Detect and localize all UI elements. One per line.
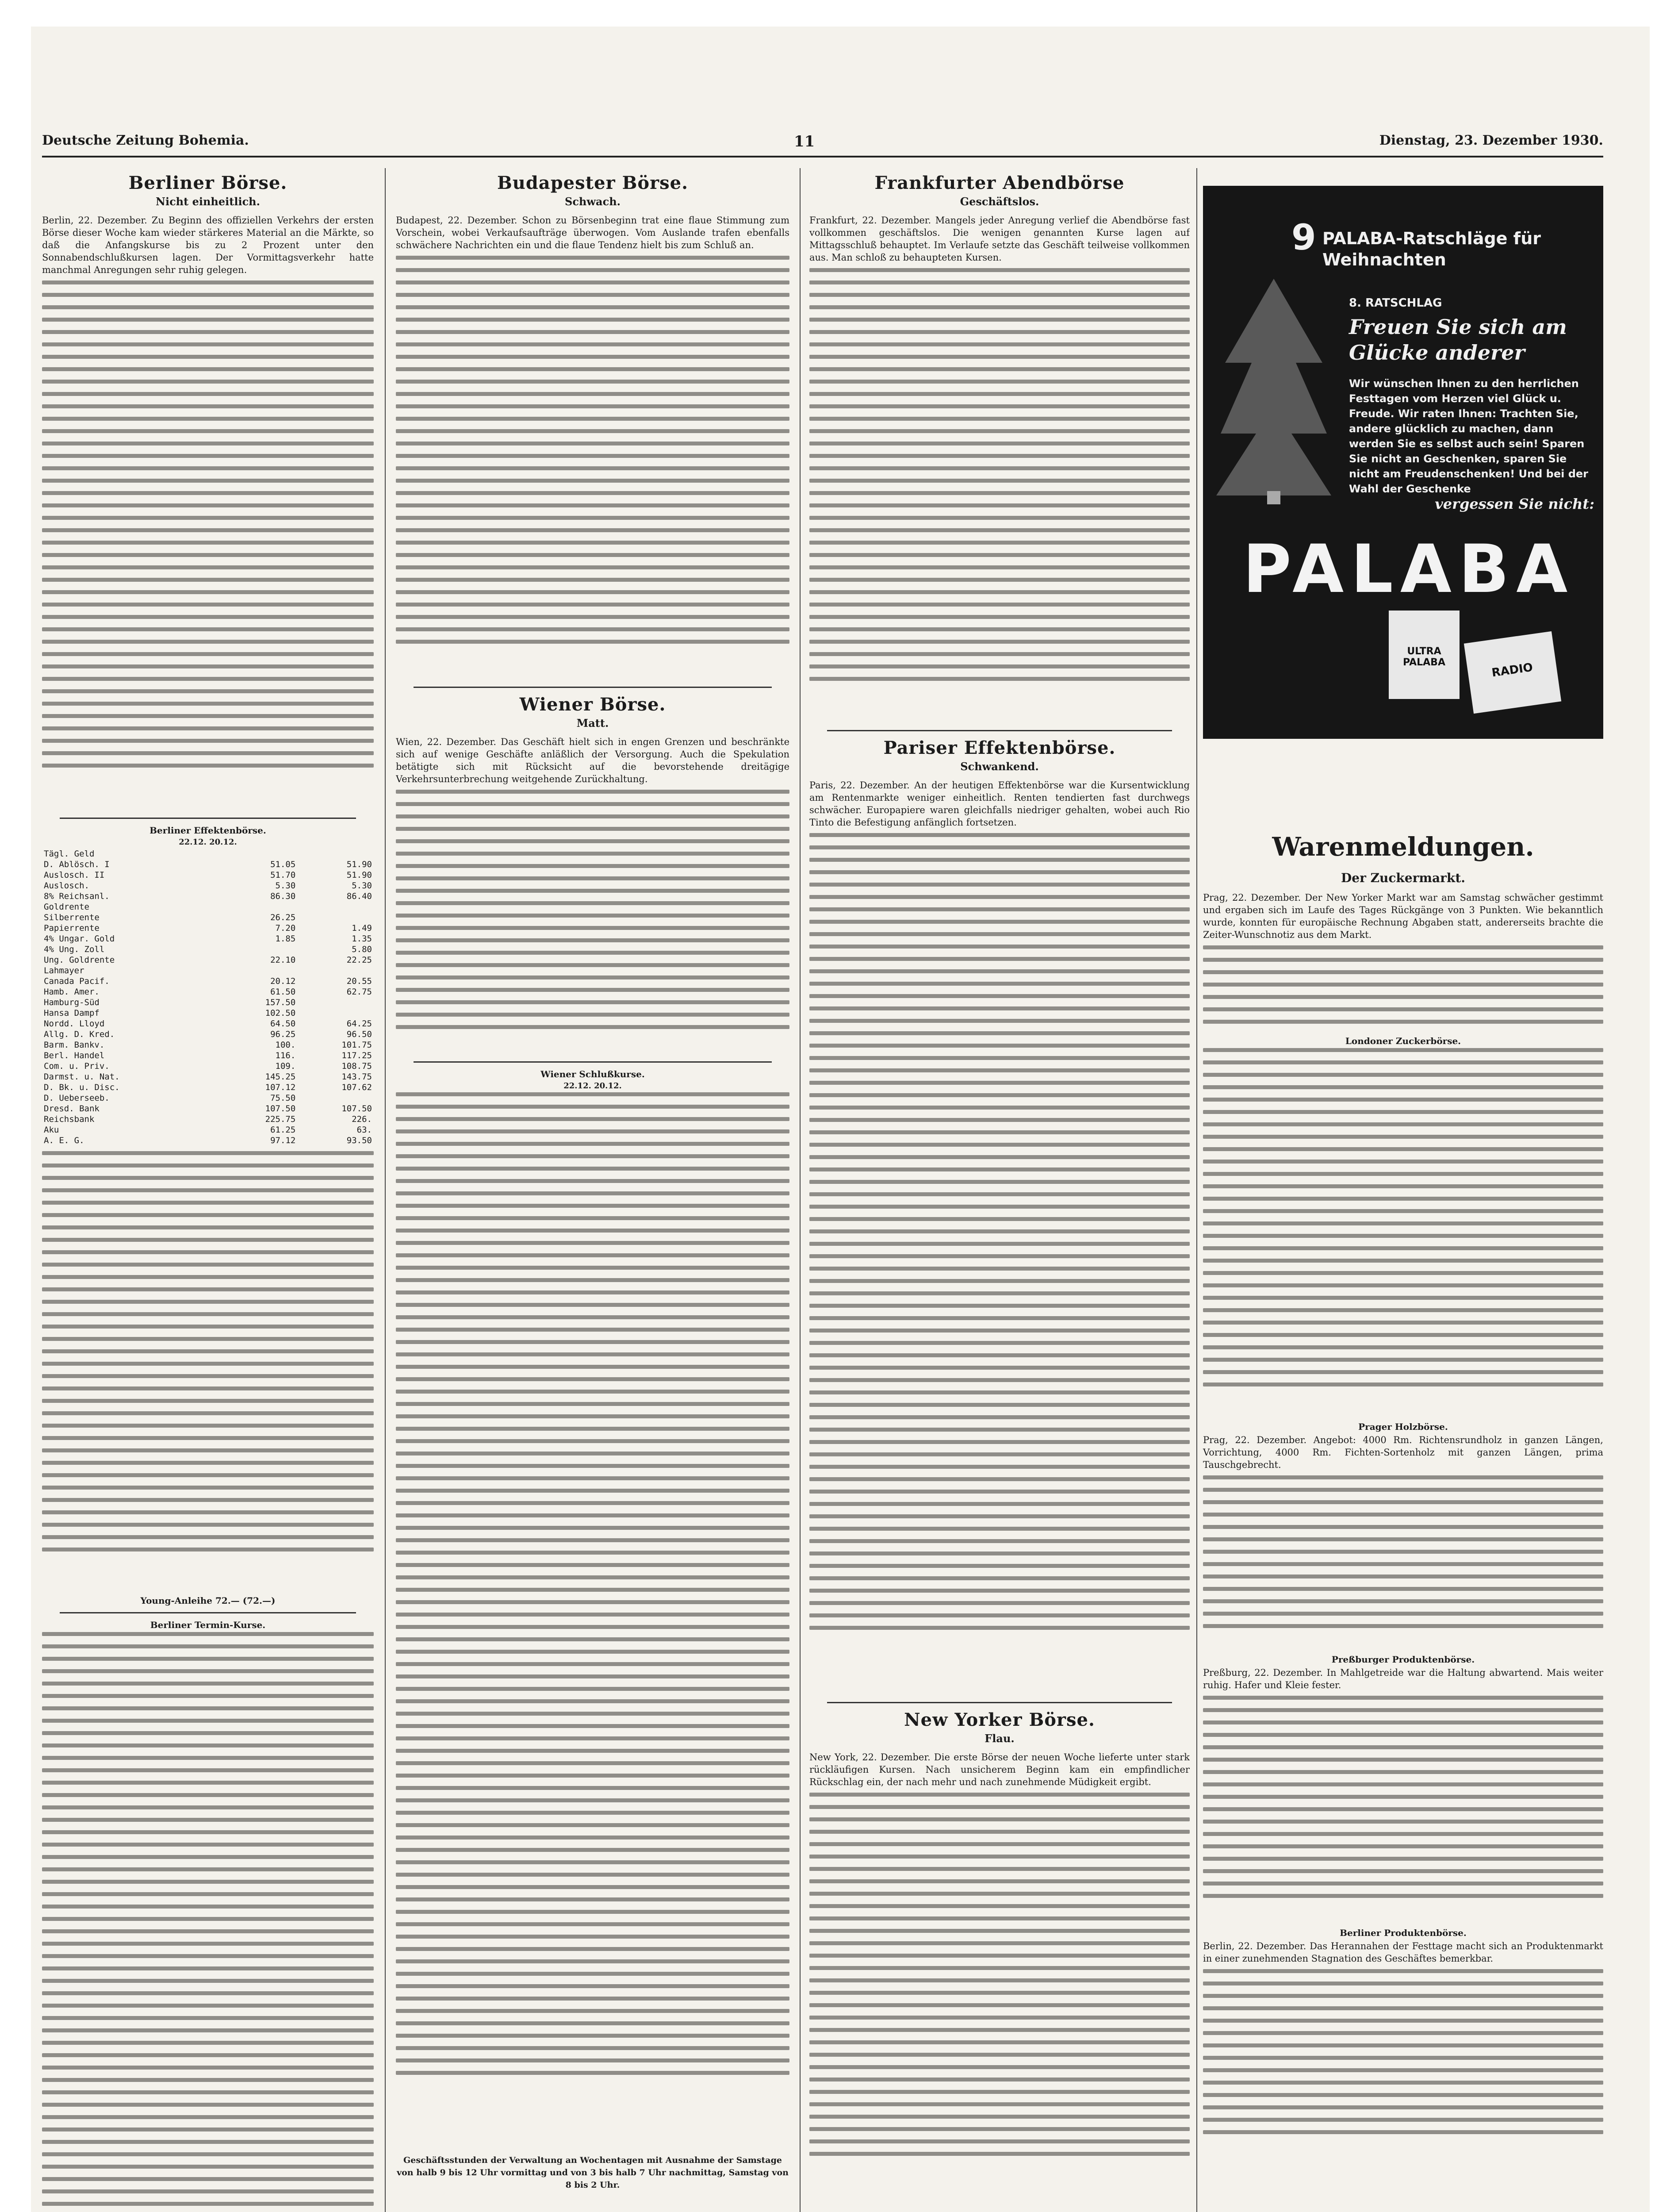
quote-value: 51.70	[270, 870, 296, 880]
quote-row	[42, 1093, 374, 1103]
paris-report: Paris, 22. Dezember. An der heutigen Effektenbörse war die Kursentwicklung am Rentenmarkte weniger einheitlich. Renten tendierten fast durchwegs schwächer. Europapiere waren gleichfalls niedriger gehalten, wobei auch Rio Tinto die Befestigung anfänglich fortsetzen.	[809, 780, 1190, 828]
quote-name: Hamb. Amer.	[44, 987, 100, 997]
masthead-date: Dienstag, 23. Dezember 1930.	[1379, 133, 1603, 148]
text-block	[809, 1793, 1190, 2191]
termin-table	[42, 1632, 374, 2212]
quote-row	[42, 1029, 374, 1040]
quote-row	[42, 1040, 374, 1050]
holz-title: Prager Holzbörse.	[1358, 1421, 1448, 1432]
quote-value	[297, 912, 374, 923]
quote-row	[42, 1071, 374, 1082]
berlin-quotes-title: Berliner Effektenbörse.	[149, 825, 266, 836]
quote-row	[42, 870, 374, 880]
quote-name: A. E. G.	[44, 1136, 84, 1145]
quote-value: 51.90	[346, 870, 372, 880]
quote-value	[297, 849, 374, 859]
quote-value	[297, 1093, 374, 1103]
quote-row	[42, 1008, 374, 1018]
quote-value: 116.	[275, 1051, 296, 1060]
quote-name: Silberrente	[44, 913, 100, 922]
quote-value: 51.90	[346, 860, 372, 869]
quote-value: 225.75	[265, 1114, 296, 1124]
text-block	[1203, 1475, 1603, 1652]
ad-headline: Freuen Sie sich am Glücke anderer	[1349, 315, 1567, 365]
quote-row	[42, 976, 374, 987]
quote-value: 107.50	[265, 1104, 296, 1114]
quote-value: 102.50	[265, 1008, 296, 1018]
quote-value: 63.	[356, 1125, 372, 1135]
quote-value: 107.12	[265, 1083, 296, 1092]
text-block	[1203, 1696, 1603, 1926]
quote-row	[42, 880, 374, 891]
quote-value	[221, 965, 298, 976]
text-block	[809, 833, 1190, 1696]
quote-value: 96.25	[270, 1029, 296, 1039]
quote-row	[42, 902, 374, 912]
quote-value: 107.62	[341, 1083, 372, 1092]
quote-value: 61.25	[270, 1125, 296, 1135]
pressburg-title: Preßburger Produktenbörse.	[1331, 1654, 1475, 1665]
text-block	[396, 256, 789, 680]
quote-row	[42, 997, 374, 1008]
text-block	[809, 268, 1190, 724]
quote-row	[42, 912, 374, 923]
quote-name: Lahmayer	[44, 966, 84, 975]
quote-name: 4% Ung. Zoll	[44, 945, 105, 954]
quote-value: 1.49	[352, 923, 372, 933]
text-block	[396, 790, 789, 1055]
quote-value: 26.25	[270, 913, 296, 922]
quote-name: Hamburg-Süd	[44, 998, 100, 1007]
budapest-report: Budapest, 22. Dezember. Schon zu Börsenbeginn trat eine flaue Stimmung zum Vorschein, wobei Verkaufsaufträge überwogen. Vom Auslande trafen ebenfalls schwächere Nachrichten ein und die flaue Tendenz hielt bis zum Schluß an.	[396, 215, 789, 250]
ultra-palaba-box	[1389, 611, 1460, 699]
quote-value: 64.50	[270, 1019, 296, 1029]
frankfurt-title: Frankfurter Abendbörse	[874, 173, 1125, 193]
quote-row	[42, 944, 374, 955]
berlin-report: Berlin, 22. Dezember. Zu Beginn des offiziellen Verkehrs der ersten Börse dieser Woche kam wieder stärkeres Material an die Märkte, so daß die Anfangskurse bis zu 2 Prozent unter den Sonnabendschlußkursen lagen. Der Vormittagsverkehr hatte manchmal Anregungen sehr ruhig gelegen.	[42, 215, 374, 275]
newyork-title: New Yorker Börse.	[904, 1709, 1095, 1730]
ad-ratschlag: 8. RATSCHLAG	[1349, 296, 1442, 310]
quote-value: 143.75	[341, 1072, 372, 1082]
quote-value: 145.25	[265, 1072, 296, 1082]
quote-value: 93.50	[346, 1136, 372, 1145]
newyork-subtitle: Flau.	[985, 1732, 1015, 1745]
quote-name: Allg. D. Kred.	[44, 1029, 115, 1039]
quote-row	[42, 1114, 374, 1125]
frankfurt-subtitle: Geschäftslos.	[960, 195, 1039, 208]
christmas-tree-illustration	[1216, 274, 1331, 504]
berlin-quotes-dates: 22.12. 20.12.	[179, 837, 237, 847]
pressburg-report: Preßburg, 22. Dezember. In Mahlgetreide war die Haltung abwartend. Mais weiter ruhig. Hafer und Kleie fester.	[1203, 1667, 1603, 1690]
quote-value: 100.	[275, 1040, 296, 1050]
palaba-logo: PALABA	[1243, 531, 1575, 608]
budapest-subtitle: Schwach.	[564, 195, 621, 208]
quote-value: 5.80	[352, 945, 372, 954]
quote-value: 107.50	[341, 1104, 372, 1114]
page-number: 11	[794, 133, 815, 150]
text-block	[42, 280, 374, 811]
berlin-produkten-report: Berlin, 22. Dezember. Das Herannahen der Festtage macht sich an Produktenmarkt in einer zunehmenden Stagnation des Geschäftes bemerkbar.	[1203, 1941, 1603, 1964]
wien-subtitle: Matt.	[576, 717, 609, 730]
quote-name: Barm. Bankv.	[44, 1040, 105, 1050]
quote-value	[297, 1008, 374, 1018]
quote-name: D. Ablösch. I	[44, 860, 110, 869]
quote-value: 101.75	[341, 1040, 372, 1050]
quote-name: Dresd. Bank	[44, 1104, 100, 1114]
berlin-produkten-title: Berliner Produktenbörse.	[1340, 1928, 1467, 1938]
quote-name: Ung. Goldrente	[44, 955, 115, 965]
quote-value: 1.85	[275, 934, 296, 944]
quote-value: 86.30	[270, 891, 296, 901]
quote-name: Canada Pacif.	[44, 976, 110, 986]
header-rule	[42, 156, 1603, 157]
text-block	[1203, 945, 1603, 1034]
quote-value: 5.30	[275, 881, 296, 891]
text-block	[1203, 1969, 1603, 2155]
quote-name: Auslosch.	[44, 881, 89, 891]
column-divider	[1196, 168, 1197, 2212]
frankfurt-report: Frankfurt, 22. Dezember. Mangels jeder Anregung verlief die Abendbörse fast vollkommen geschäftslos. Die wenigen genannten Kurse lagen auf Mittagsschluß behauptet. Im Verlaufe setzte das Geschäft teilweise vollkommen aus. Man schloß zu behaupteten Kursen.	[809, 215, 1190, 263]
ad-tagline: vergessen Sie nicht:	[1435, 495, 1594, 512]
quote-row	[42, 1135, 374, 1146]
quote-value: 109.	[275, 1061, 296, 1071]
quote-name: Berl. Handel	[44, 1051, 105, 1060]
quote-name: Darmst. u. Nat.	[44, 1072, 120, 1082]
quote-row	[42, 1050, 374, 1061]
quote-row	[42, 933, 374, 944]
box-label: ULTRA PALABA	[1403, 646, 1445, 668]
column-warenmeldungen	[1203, 832, 1603, 2155]
column-divider	[385, 168, 386, 2212]
quote-value: 64.25	[346, 1019, 372, 1029]
zucker-subtitle: Der Zuckermarkt.	[1341, 871, 1465, 885]
quote-value: 96.50	[346, 1029, 372, 1039]
quote-value	[297, 997, 374, 1008]
budapest-title: Budapester Börse.	[497, 173, 689, 193]
paris-subtitle: Schwankend.	[960, 760, 1039, 773]
quote-value: 97.12	[270, 1136, 296, 1145]
quote-value	[297, 965, 374, 976]
quote-name: Aku	[44, 1125, 59, 1135]
radio-box	[1464, 631, 1561, 714]
quote-row	[42, 1061, 374, 1071]
quote-name: Hansa Dampf	[44, 1008, 100, 1018]
quote-value: 20.12	[270, 976, 296, 986]
berlin-quotes-table	[42, 849, 374, 1146]
quote-name: 4% Ungar. Gold	[44, 934, 115, 944]
quote-name: Goldrente	[44, 902, 89, 912]
quote-name: D. Bk. u. Disc.	[44, 1083, 120, 1092]
quote-value: 7.20	[275, 923, 296, 933]
quote-value: 157.50	[265, 998, 296, 1007]
wien-report: Wien, 22. Dezember. Das Geschäft hielt sich in engen Grenzen und beschränkte sich auf wenige Geschäfte anläßlich der Versorgung. Auch die Spekulation betätigte sich mit Rücksicht auf die bevorstehende dreitägige Verkehrsunterbrechung weitgehende Zurückhaltung.	[396, 737, 789, 784]
quote-value	[221, 849, 298, 859]
column-budapest-wien	[396, 168, 789, 2212]
quote-row	[42, 965, 374, 976]
quote-value	[221, 944, 298, 955]
wien-quotes-title: Wiener Schlußkurse.	[540, 1069, 645, 1079]
quote-name: Auslosch. II	[44, 870, 105, 880]
ad-body: Wir wünschen Ihnen zu den herrlichen Festtagen vom Herzen viel Glück u. Freude. Wir raten Ihnen: Trachten Sie, andere glücklich zu machen, dann werden Sie es selbst auch sein! Sparen Sie nicht an Geschenken, sparen Sie nicht am Freudenschenken! Und bei der Wahl der Geschenke	[1349, 377, 1588, 495]
ad-number: 9	[1291, 217, 1316, 258]
quote-value	[297, 902, 374, 912]
quote-row	[42, 1125, 374, 1135]
quote-value: 226.	[352, 1114, 372, 1124]
london-sugar-title: Londoner Zuckerbörse.	[1345, 1036, 1461, 1046]
palaba-advertisement	[1203, 186, 1603, 739]
wien-quotes-dates: 22.12. 20.12.	[563, 1081, 622, 1091]
column-berlin	[42, 168, 374, 2212]
wien-title: Wiener Börse.	[519, 694, 666, 715]
sugar-table	[1203, 1048, 1603, 1420]
berlin-subtitle: Nicht einheitlich.	[156, 195, 260, 208]
masthead-left: Deutsche Zeitung Bohemia.	[42, 133, 249, 148]
quote-row	[42, 923, 374, 933]
wien-quotes-table	[396, 1092, 789, 2154]
berlin-young-loan: Young-Anleihe 72.— (72.—)	[140, 1595, 276, 1606]
quote-name: Com. u. Priv.	[44, 1061, 110, 1071]
quote-row	[42, 987, 374, 997]
quote-value: 61.50	[270, 987, 296, 997]
quote-name: Nordd. Lloyd	[44, 1019, 105, 1029]
quote-row	[42, 849, 374, 859]
quote-row	[42, 1018, 374, 1029]
paris-title: Pariser Effektenbörse.	[883, 737, 1116, 758]
quote-value: 22.25	[346, 955, 372, 965]
quote-value: 5.30	[352, 881, 372, 891]
holz-report: Prag, 22. Dezember. Angebot: 4000 Rm. Richtensrundholz in ganzen Längen, Vorrichtung, 4000 Rm. Fichten-Sortenholz mit ganzen Längen, prima Tauschgebrecht.	[1203, 1435, 1603, 1470]
page-header	[42, 133, 1603, 159]
berlin-termin-title: Berliner Termin-Kurse.	[150, 1620, 266, 1630]
quote-row	[42, 955, 374, 965]
quote-name: Papierrente	[44, 923, 100, 933]
quote-value: 75.50	[270, 1093, 296, 1103]
quote-name: Reichsbank	[44, 1114, 95, 1124]
quote-value: 108.75	[341, 1061, 372, 1071]
quote-row	[42, 1103, 374, 1114]
newyork-report: New York, 22. Dezember. Die erste Börse der neuen Woche lieferte unter stark rückläufigen Kursen. Nach unsicherem Beginn kam ein empfindlicher Rückschlag ein, der nach mehr und nach zunehmende Müdigkeit ergibt.	[809, 1752, 1190, 1787]
warenmeldungen-title: Warenmeldungen.	[1272, 832, 1534, 862]
quote-value: 117.25	[341, 1051, 372, 1060]
quote-name: Tägl. Geld	[44, 849, 95, 859]
quote-value	[221, 902, 298, 912]
quote-value: 62.75	[346, 987, 372, 997]
wien-footnote: Geschäftsstunden der Verwaltung an Wochentagen mit Ausnahme der Samstage von halb 9 bis 12 Uhr vormittag und von 3 bis halb 7 Uhr nachmittag, Samstag von 8 bis 2 Uhr.	[397, 2155, 789, 2190]
quote-row	[42, 891, 374, 902]
quote-value: 22.10	[270, 955, 296, 965]
berlin-title: Berliner Börse.	[128, 173, 287, 193]
quote-row	[42, 859, 374, 870]
quote-name: 8% Reichsanl.	[44, 891, 110, 901]
quote-value: 86.40	[346, 891, 372, 901]
ad-brand-line: PALABA-Ratschläge für Weihnachten	[1322, 229, 1541, 269]
column-frankfurt-paris-ny	[809, 168, 1190, 2212]
quote-value: 1.35	[352, 934, 372, 944]
box-label: RADIO	[1490, 661, 1534, 680]
zucker-report: Prag, 22. Dezember. Der New Yorker Markt war am Samstag schwächer gestimmt und ergaben sich im Laufe des Tages Rückgänge von 3 Punkten. Wie bekanntlich wurde, konnten für europäische Rechnung Abgaben statt, andererseits brachte die Zeiter-Wunschnotiz aus dem Markt.	[1203, 892, 1603, 940]
quotes-continued	[42, 1151, 374, 1594]
quote-row	[42, 1082, 374, 1093]
column-divider	[800, 168, 801, 2212]
quote-name: D. Ueberseeb.	[44, 1093, 110, 1103]
quote-value: 51.05	[270, 860, 296, 869]
quote-value: 20.55	[346, 976, 372, 986]
